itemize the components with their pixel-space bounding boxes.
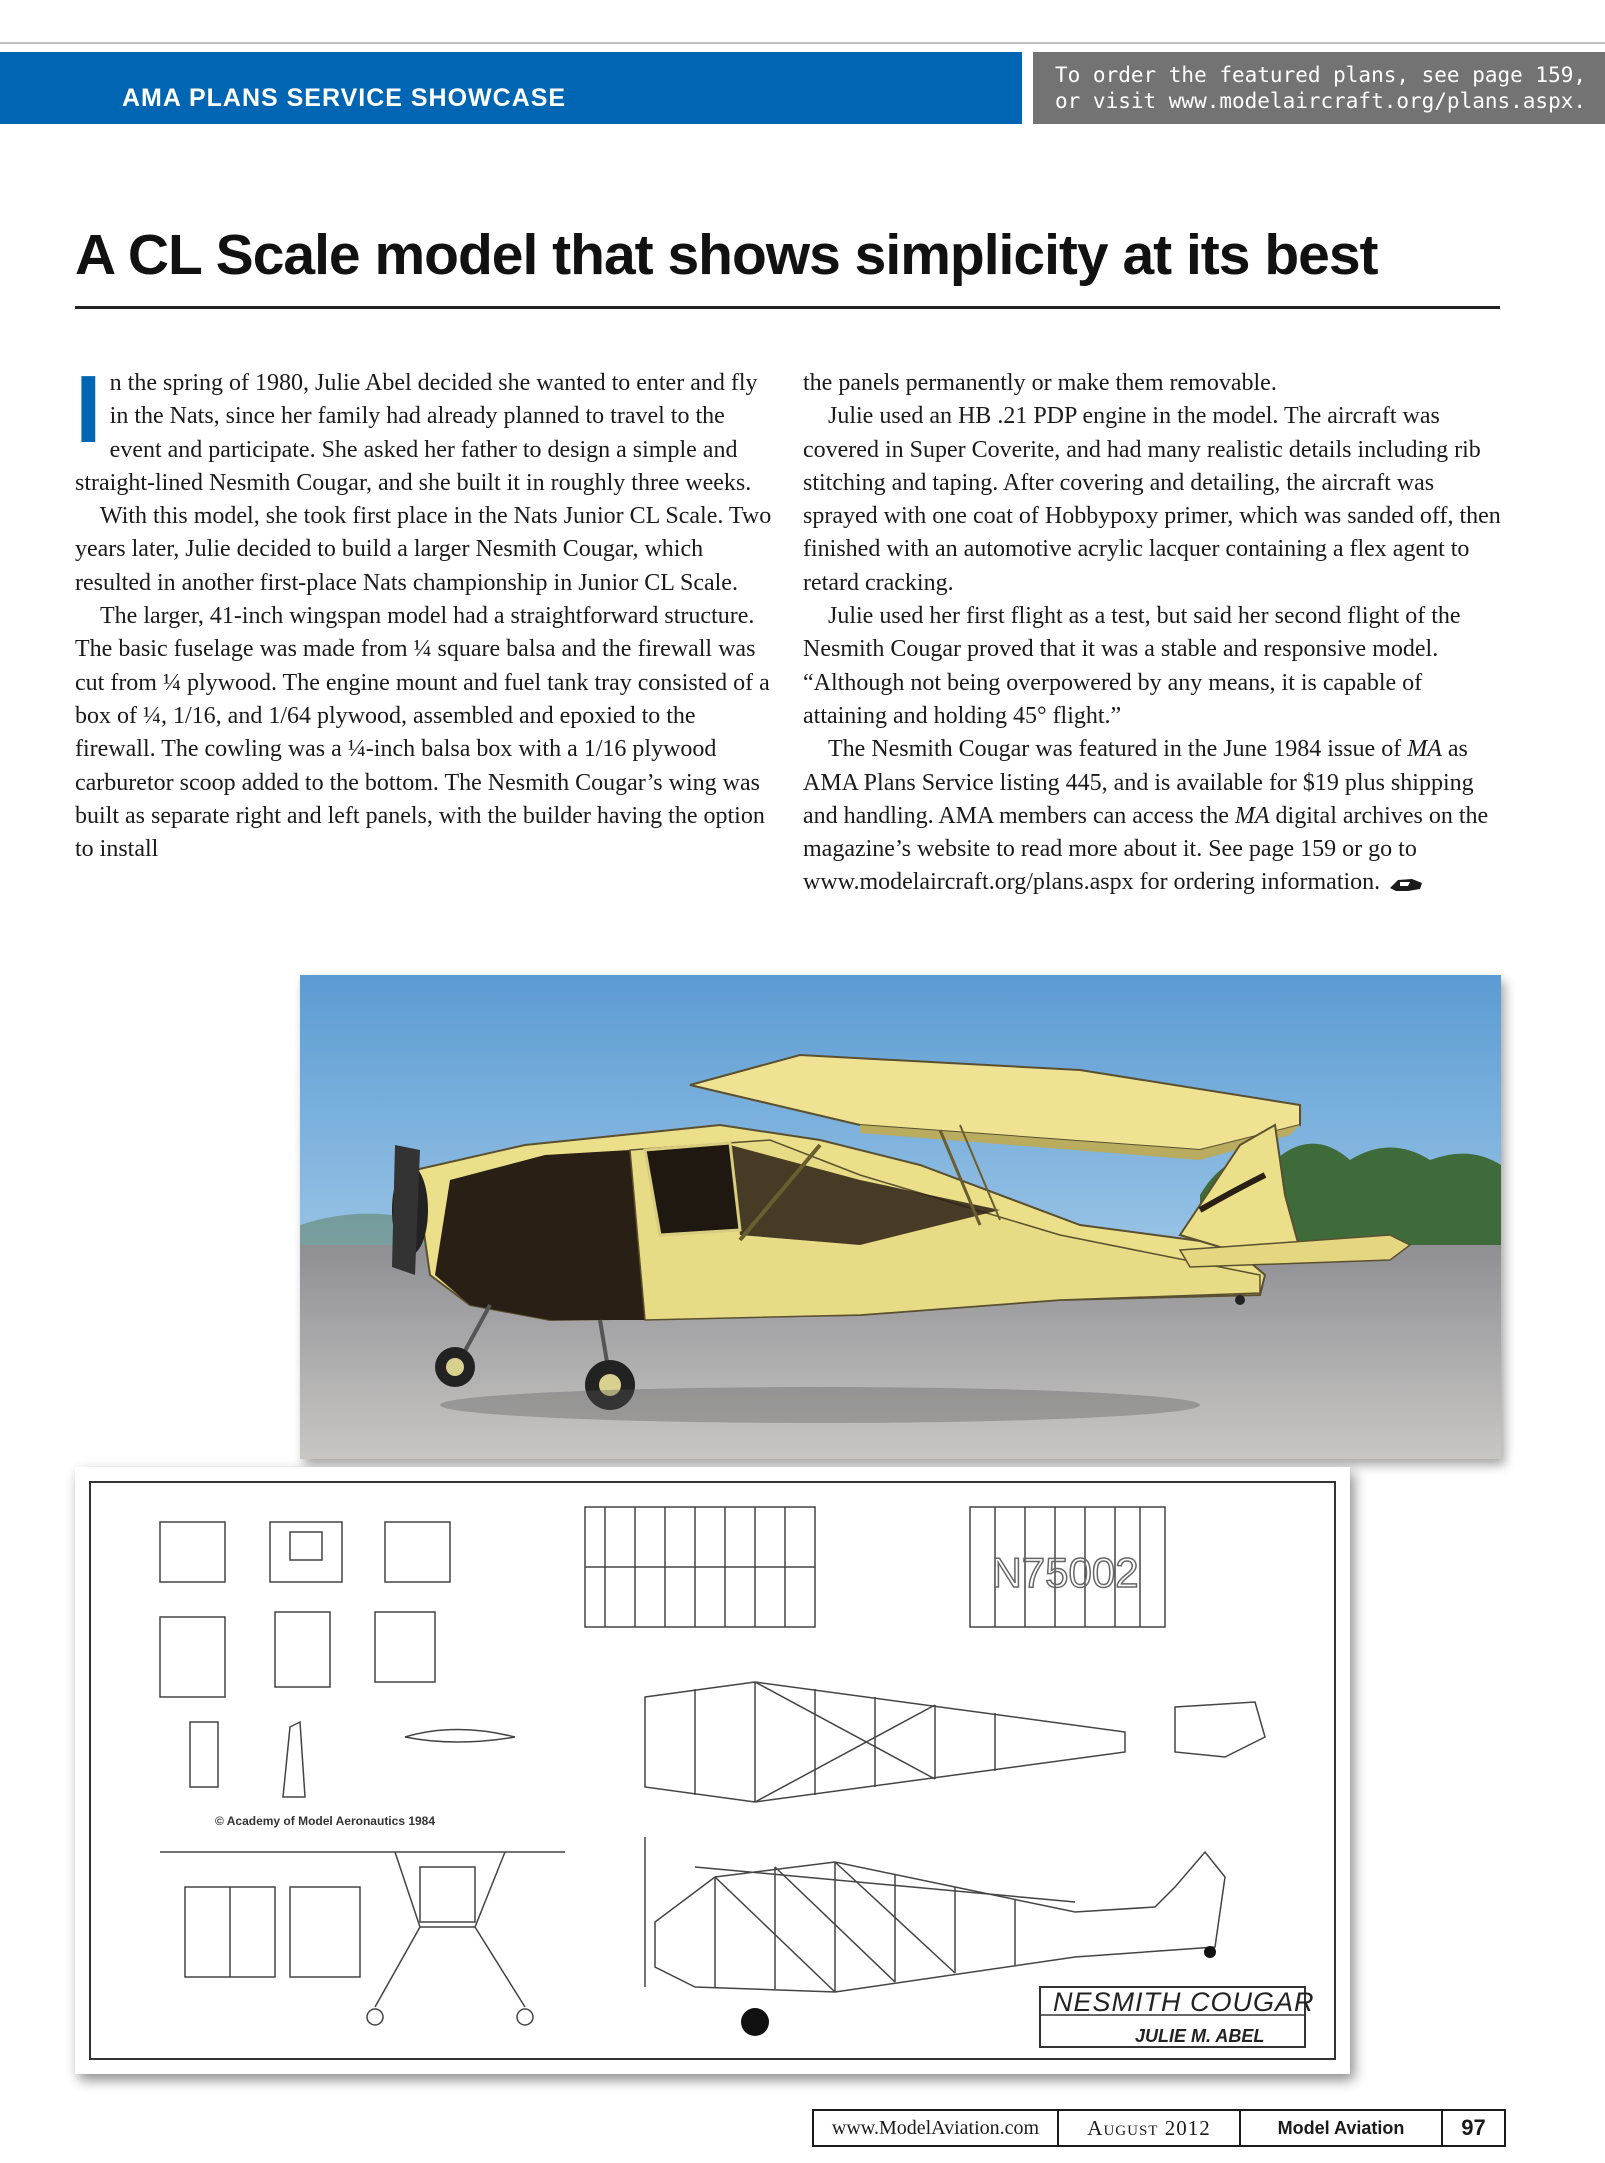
order-info-line-1: To order the featured plans, see page 159, (1055, 63, 1587, 87)
paragraph-6-part-a: The Nesmith Cougar was featured in the June 1984 issue of (828, 736, 1408, 763)
plan-designer: JULIE M. ABEL (1135, 2026, 1265, 2046)
drop-cap: I (75, 356, 102, 463)
paragraph-3-continued: the panels permanently or make them removable. (803, 370, 1277, 396)
article-title: A CL Scale model that shows simplicity at its best (75, 223, 1378, 287)
order-info-banner (1033, 52, 1605, 124)
plan-registration: N75002 (991, 1549, 1139, 1596)
ma-italic-2: MA (1234, 802, 1270, 829)
footer-page-number: 97 (1461, 2115, 1486, 2140)
paragraph-5: Julie used her first flight as a test, but said her second flight of the Nesmith Cougar proved that it was a stable and responsive model. “Although not being overpowered by any means, it is capable of attaining and holding 45° flight.” (803, 603, 1461, 729)
plan-copyright: © Academy of Model Aeronautics 1984 (215, 1814, 436, 1828)
paragraph-1 (75, 356, 775, 500)
paragraph-6-part-b: as AMA Plans Service listing 445, and is available for $19 plus shipping and handling. AMA members can access the (803, 736, 1474, 829)
aircraft-photo-illustration (300, 975, 1501, 1459)
construction-plan (75, 1467, 1350, 2074)
page-footer (812, 2109, 1506, 2147)
paragraph-1-text: n the spring of 1980, Julie Abel decided she wanted to enter and fly in the Nats, since her family had already planned to travel to the event and participate. She asked her father to design a simple and straight-lined Nesmith Cougar, and she built it in roughly three weeks. (75, 370, 758, 496)
section-label: AMA PLANS SERVICE SHOWCASE (122, 84, 567, 112)
order-info-line-2: or visit www.modelaircraft.org/plans.aspx. (1055, 89, 1587, 113)
footer-date: August 2012 (1059, 2111, 1241, 2145)
title-rule (75, 306, 1500, 309)
article-column-right (803, 367, 1503, 900)
top-rule (0, 42, 1605, 44)
section-banner (0, 52, 1022, 124)
end-mark-icon (1388, 874, 1424, 894)
paragraph-6 (803, 733, 1503, 899)
paragraph-3: The larger, 41-inch wingspan model had a straightforward structure. The basic fuselage was made from ¼ square balsa and the firewall was cut from ¼ plywood. The engine mount and fuel tank tray consisted of a box of ¼, 1/16, and 1/64 plywood, assembled and epoxied to the firewall. The cowling was a ¼-inch balsa box with a 1/16 plywood carburetor scoop added to the bottom. The Nesmith Cougar’s wing was built as separate right and left panels, with the builder having the option to install (75, 603, 770, 863)
plan-drawing (75, 1467, 1350, 2074)
footer-website: www.ModelAviation.com (814, 2111, 1059, 2145)
plan-name: NESMITH COUGAR (1053, 1987, 1315, 2017)
paragraph-6-part-c: digital archives on the magazine’s website to read more about it. See page 159 or go to www.modelaircraft.org/plans.aspx for ordering information. (803, 802, 1489, 896)
footer-magazine: Model Aviation (1241, 2111, 1443, 2145)
paragraph-2: With this model, she took first place in the Nats Junior CL Scale. Two years later, Julie decided to build a larger Nesmith Cougar, which resulted in another first-place Nats championship in Junior CL Scale. (75, 503, 772, 596)
ma-italic-1: MA (1407, 736, 1442, 763)
article-column-left (75, 356, 775, 866)
aircraft-photo (300, 975, 1501, 1459)
paragraph-4: Julie used an HB .21 PDP engine in the model. The aircraft was covered in Super Coverite, and had many realistic details including rib stitching and taping. After covering and detailing, the aircraft was sprayed with one coat of Hobbypoxy primer, which was sanded off, then finished with an automotive acrylic lacquer containing a flex agent to retard cracking. (803, 403, 1501, 596)
